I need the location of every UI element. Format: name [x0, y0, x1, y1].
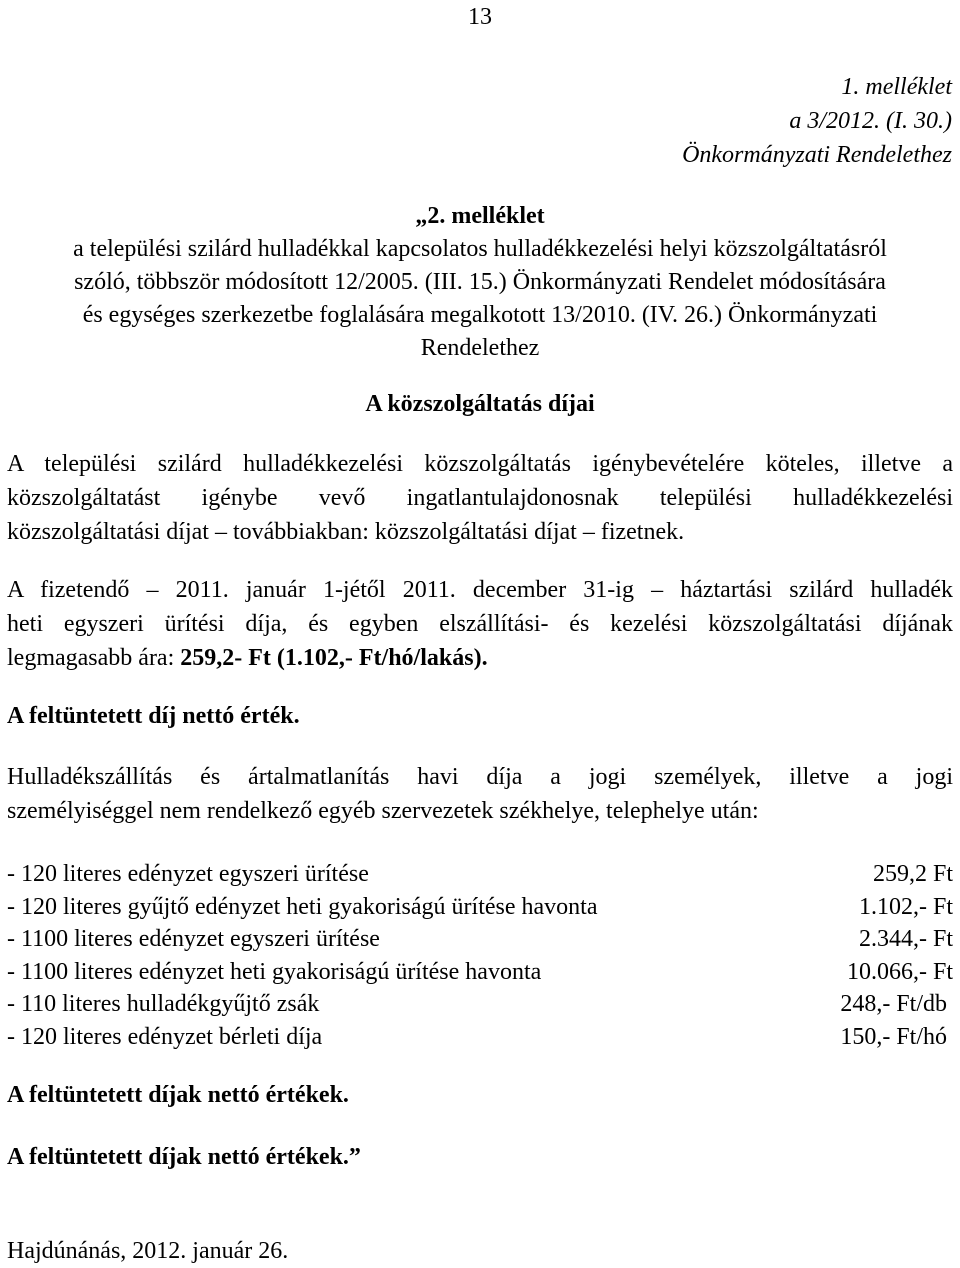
- fee-item: - 120 literes edényzet bérleti díja: [7, 1023, 323, 1050]
- net-value-note: A feltüntetett díj nettó érték.: [7, 703, 300, 729]
- fee-line-text: heti egyszeri ürítési díja, és egyben elszállítási- és kezelési közszolgáltatási díjának: [7, 611, 953, 637]
- fee-row: [7, 1021, 953, 1054]
- signature-place-date: Hajdúnánás, 2012. január 26.: [7, 1238, 289, 1264]
- fee-line: [7, 607, 953, 641]
- fee-table: [7, 858, 953, 1053]
- fee-item: - 120 literes gyűjtő edényzet heti gyakoriságú ürítése havonta: [7, 893, 598, 920]
- fee-row: [7, 923, 953, 956]
- section-title: A közszolgáltatás díjai: [365, 391, 595, 417]
- net-values-note: A feltüntetett díjak nettó értékek.: [7, 1082, 349, 1108]
- fee-row: [7, 891, 953, 924]
- annex-reference: [682, 70, 952, 172]
- intro-line: [7, 481, 953, 515]
- max-price: 259,2- Ft (1.102,- Ft/hó/lakás).: [180, 645, 488, 671]
- annex-ref-line: a 3/2012. (I. 30.): [789, 108, 952, 134]
- annex-title-line: a települési szilárd hulladékkal kapcsolatos hulladékkezelési helyi közszolgáltatásról: [73, 236, 887, 262]
- annex-title-line: szóló, többször módosított 12/2005. (III. 15.) Önkormányzati Rendelet módosítására: [74, 269, 886, 295]
- legal-entities-paragraph: [7, 760, 953, 828]
- fee-item: - 110 literes hulladékgyűjtő zsák: [7, 991, 320, 1017]
- annex-title: [0, 200, 960, 365]
- fee-item: - 120 literes edényzet egyszeri ürítése: [7, 861, 369, 887]
- annex-ref-line: Önkormányzati Rendelethez: [682, 142, 952, 168]
- annex-ref-line: 1. melléklet: [841, 74, 952, 100]
- annex-title-line: Rendelethez: [420, 335, 540, 361]
- fee-line: [7, 573, 953, 607]
- fee-price: 10.066,- Ft: [846, 958, 953, 985]
- fee-item: - 1100 literes edényzet heti gyakoriságú ürítése havonta: [7, 958, 542, 985]
- fee-paragraph: [7, 573, 953, 675]
- fee-price: 259,2 Ft: [872, 861, 953, 887]
- annex-title-heading: „2. melléklet: [415, 203, 545, 229]
- fee-price: 248,- Ft/db: [840, 991, 947, 1017]
- fee-row: [7, 858, 953, 891]
- intro-line-text: közszolgáltatást igénybe vevő ingatlantulajdonosnak települési hulladékkezelési: [7, 485, 953, 511]
- intro-paragraph: [7, 447, 953, 549]
- fee-line-text: A fizetendő – 2011. január 1-jétől 2011. december 31-ig – háztartási szilárd hulladék: [7, 577, 953, 603]
- legal-line-text: Hulladékszállítás és ártalmatlanítás havi díja a jogi személyek, illetve a jogi: [7, 764, 953, 790]
- intro-line: közszolgáltatási díjat – továbbiakban: közszolgáltatási díjat – fizetnek.: [7, 519, 685, 545]
- legal-line: személyiséggel nem rendelkező egyéb szervezetek székhelye, telephelye után:: [7, 798, 759, 824]
- page-number: 13: [468, 4, 492, 30]
- fee-line: [7, 641, 953, 675]
- intro-line: [7, 447, 953, 481]
- fee-line-prefix: legmagasabb ára:: [7, 645, 181, 671]
- fee-row: [7, 988, 953, 1021]
- intro-line-text: A települési szilárd hulladékkezelési közszolgáltatás igénybevételére köteles, illetve a: [7, 451, 953, 477]
- fee-price: 2.344,- Ft: [858, 926, 953, 952]
- fee-row: [7, 956, 953, 989]
- fee-price: 1.102,- Ft: [858, 893, 953, 920]
- fee-item: - 1100 literes edényzet egyszeri ürítése: [7, 926, 380, 952]
- legal-line: [7, 760, 953, 794]
- net-values-note-closing: A feltüntetett díjak nettó értékek.”: [7, 1144, 361, 1170]
- annex-title-line: és egységes szerkezetbe foglalására megalkotott 13/2010. (IV. 26.) Önkormányzati: [82, 302, 878, 328]
- fee-price: 150,- Ft/hó: [840, 1023, 947, 1050]
